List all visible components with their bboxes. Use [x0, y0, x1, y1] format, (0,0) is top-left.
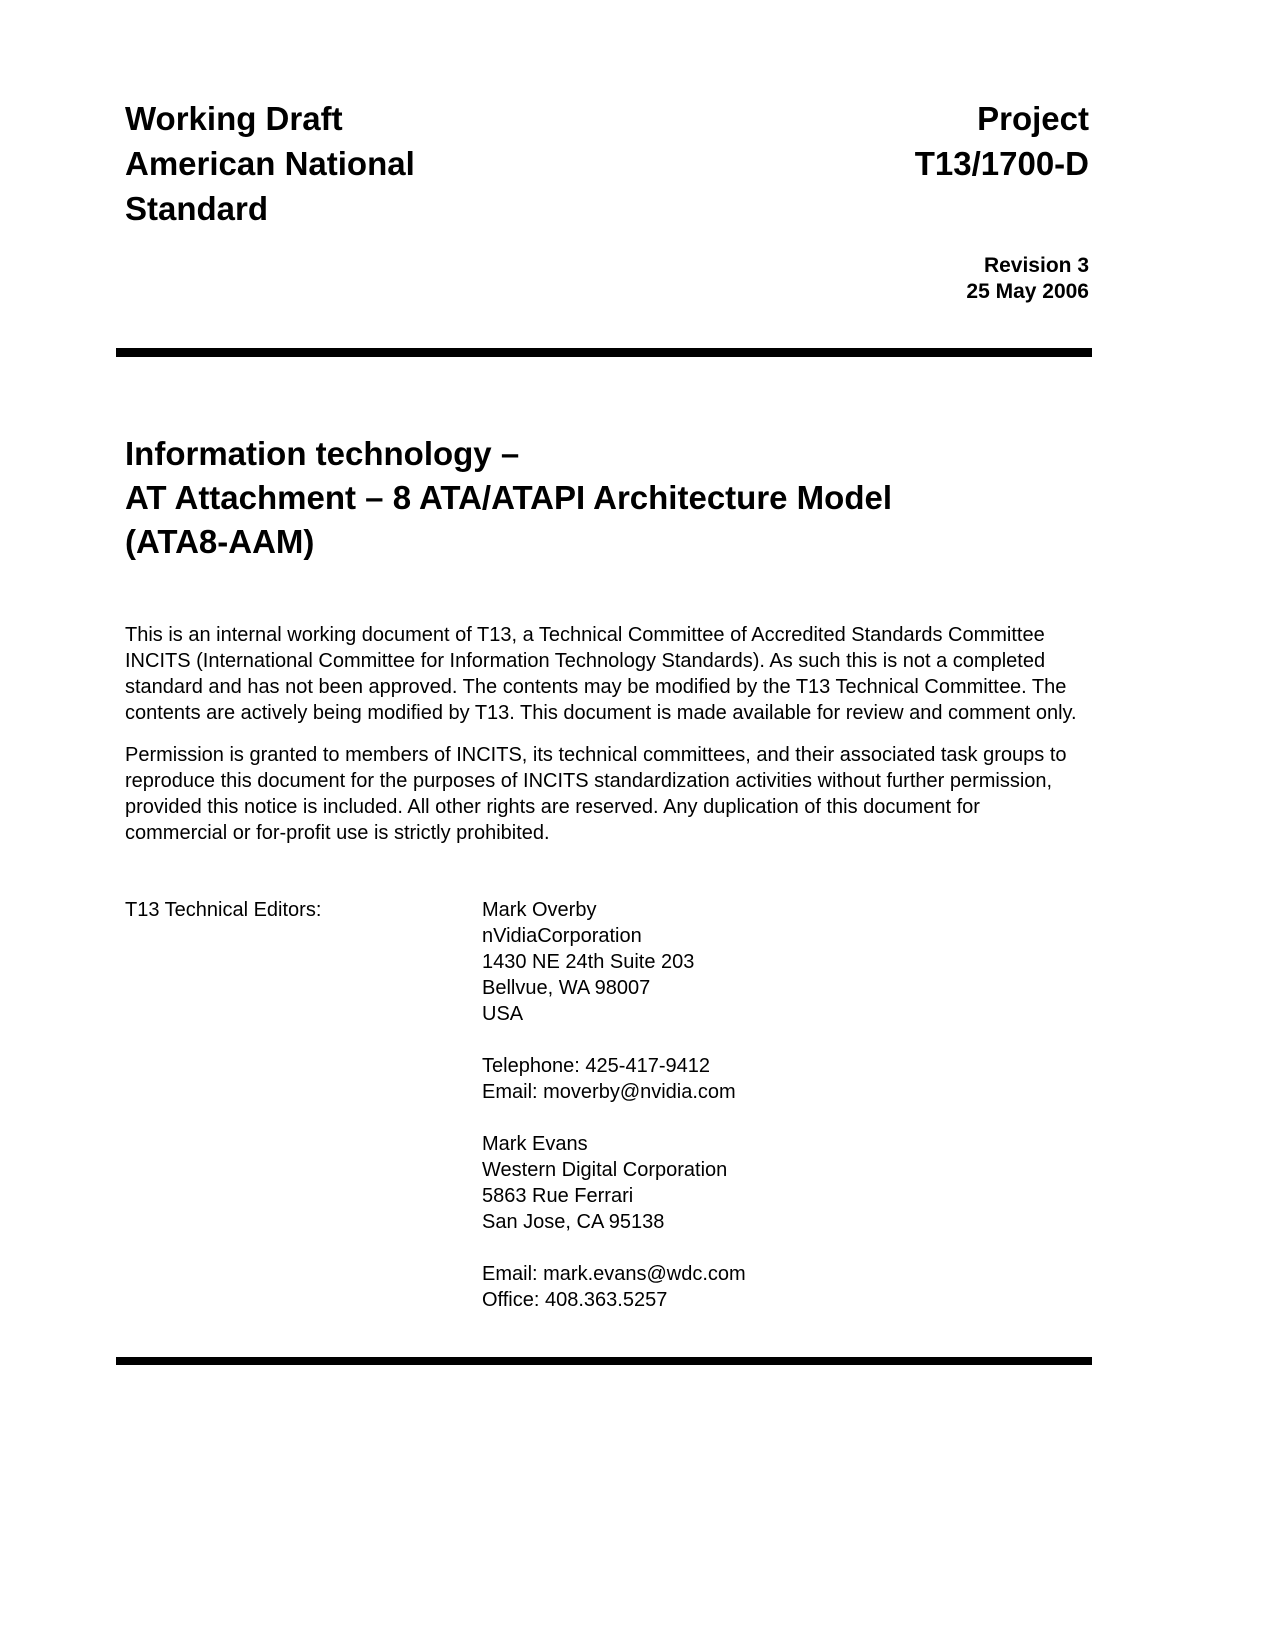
- editor1-company: nVidiaCorporation: [482, 925, 642, 947]
- revision-block: [966, 253, 1089, 305]
- project-label: Project: [977, 100, 1089, 137]
- editor2-street: 5863 Rue Ferrari: [482, 1185, 634, 1207]
- bottom-divider-rule: [116, 1357, 1092, 1365]
- project-number: T13/1700-D: [914, 145, 1089, 182]
- page-title: [125, 432, 892, 564]
- editor2-city: San Jose, CA 95138: [482, 1211, 665, 1233]
- editor2-address-block: [482, 1131, 746, 1235]
- page-title-line: AT Attachment – 8 ATA/ATAPI Architecture Model: [125, 479, 893, 516]
- revision-number: Revision 3: [983, 254, 1089, 277]
- page-title-line: Information technology –: [125, 435, 520, 472]
- document-type-line: American National: [125, 145, 415, 182]
- editor1-city: Bellvue, WA 98007: [482, 977, 651, 999]
- editor1-contact-block: [482, 1053, 746, 1105]
- editor1-address-block: [482, 897, 746, 1027]
- editor2-office-phone: Office: 408.363.5257: [482, 1289, 668, 1311]
- editor2-name: Mark Evans: [482, 1133, 588, 1155]
- technical-editors-label: T13 Technical Editors:: [125, 899, 322, 921]
- editor1-telephone: Telephone: 425-417-9412: [482, 1055, 710, 1077]
- document-type-line: Working Draft: [125, 100, 343, 137]
- permission-paragraph: Permission is granted to members of INCITS, its technical committees, and their associated task groups to reproduce this document for the purposes of INCITS standardization activities without further permission, provided this notice is included. All other rights are reserved. Any duplication of this document for commercial or for-profit use is strictly prohibited.: [125, 744, 1067, 844]
- technical-editors-column: [482, 897, 746, 1313]
- top-divider-rule: [116, 348, 1092, 357]
- editor1-country: USA: [482, 1003, 524, 1025]
- revision-date: 25 May 2006: [966, 280, 1089, 303]
- editor1-street: 1430 NE 24th Suite 203: [482, 951, 695, 973]
- editor2-contact-block: [482, 1261, 746, 1313]
- editor1-name: Mark Overby: [482, 899, 597, 921]
- project-heading: [915, 96, 1089, 186]
- page-title-line: (ATA8-AAM): [125, 523, 315, 560]
- document-type-line: Standard: [125, 190, 269, 227]
- editor1-email: Email: moverby@nvidia.com: [482, 1081, 736, 1103]
- document-type-heading: [125, 96, 415, 231]
- editor2-email: Email: mark.evans@wdc.com: [482, 1263, 746, 1285]
- disclaimer-paragraph: This is an internal working document of T13, a Technical Committee of Accredited Standards Committee INCITS (International Committee for Information Technology Standards). As such this is not a completed standard and has not been approved. The contents may be modified by the T13 Technical Committee. The contents are actively being modified by T13. This document is made available for review and comment only.: [125, 624, 1077, 724]
- editor2-company: Western Digital Corporation: [482, 1159, 728, 1181]
